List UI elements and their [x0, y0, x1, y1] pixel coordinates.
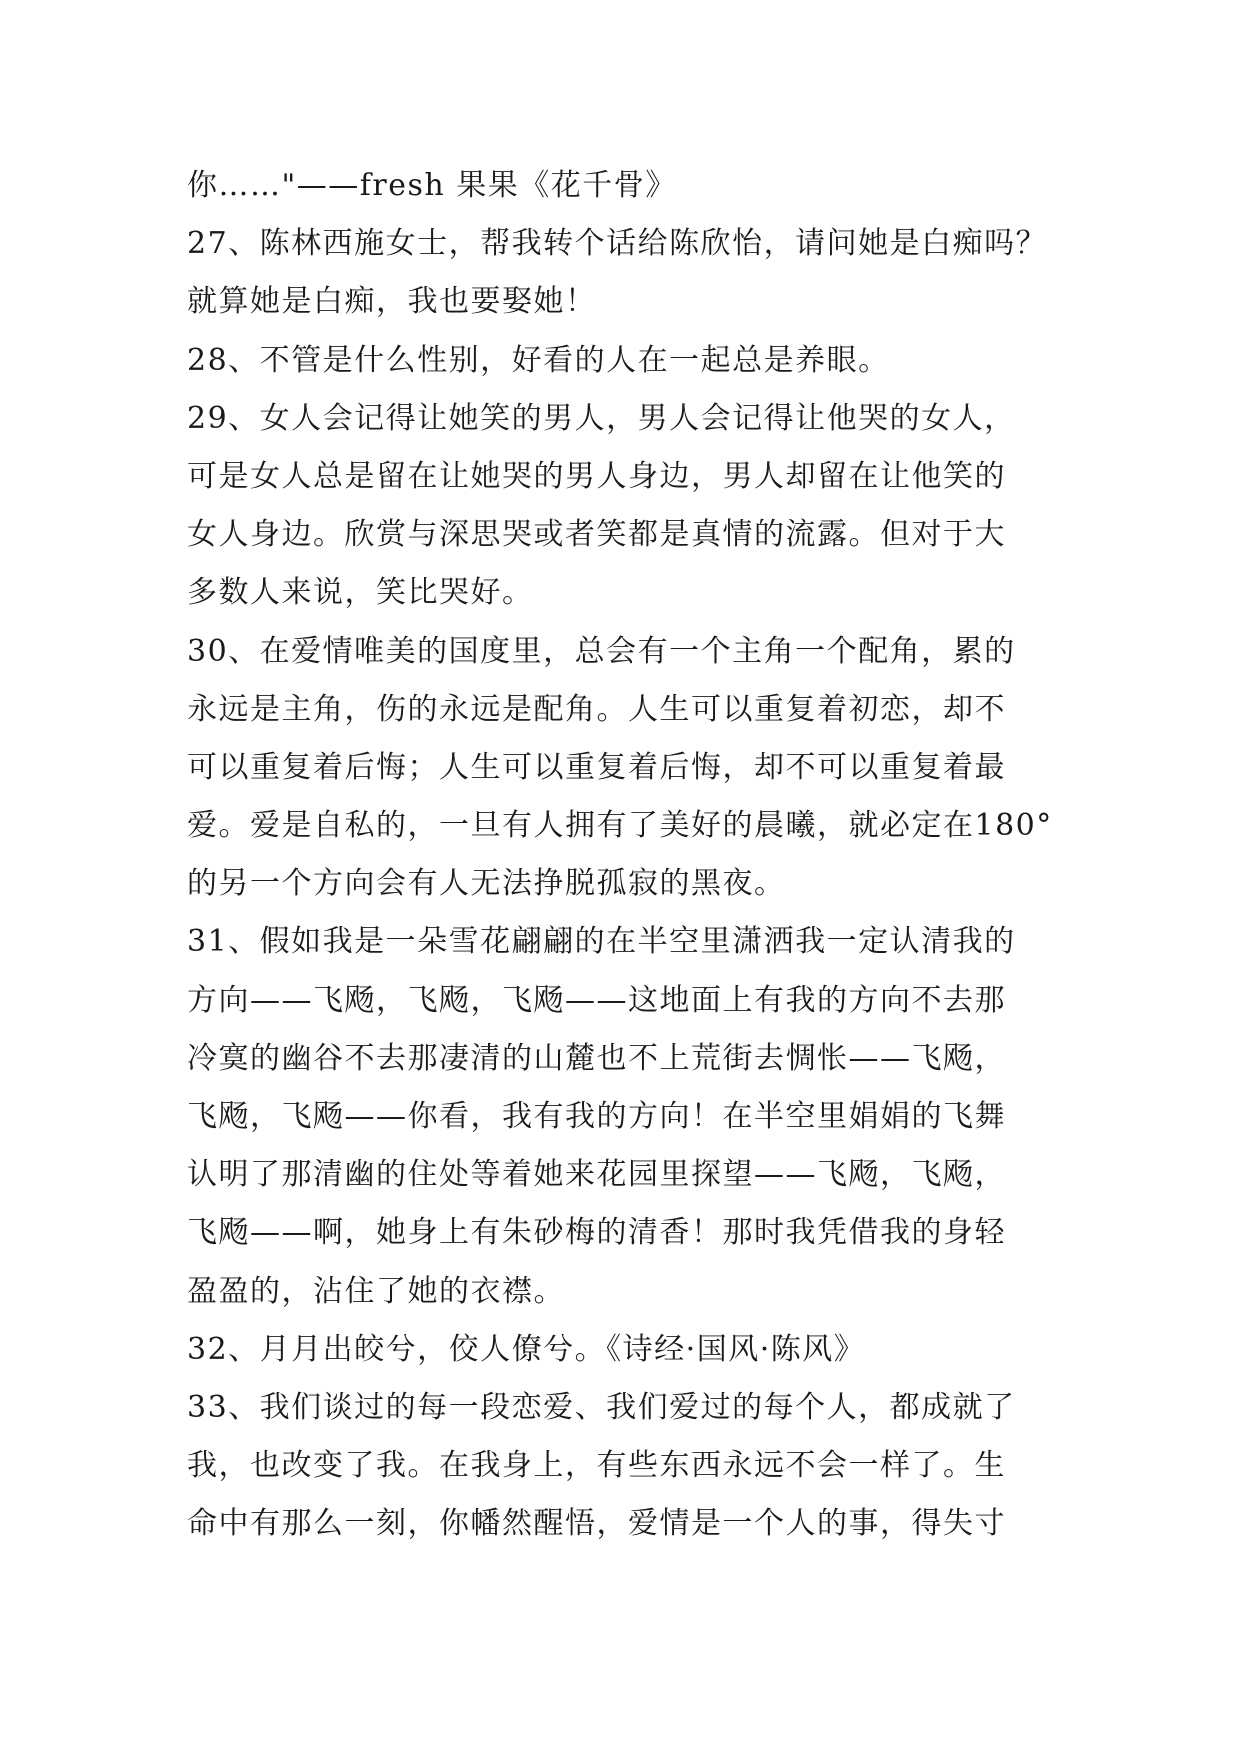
text-line: 命中有那么一刻，你幡然醒悟，爱情是一个人的事，得失寸: [187, 1506, 1006, 1542]
text-line: 女人身边。欣赏与深思哭或者笑都是真情的流露。但对于大: [187, 517, 1006, 553]
text-line: 33、我们谈过的每一段恋爱、我们爱过的每个人，都成就了: [187, 1389, 1016, 1425]
text-line: 冷寞的幽谷不去那凄清的山麓也不上荒街去惆怅——飞飏，: [187, 1040, 1006, 1076]
text-line: 爱。爱是自私的，一旦有人拥有了美好的晨曦，就必定在180°: [187, 808, 1053, 844]
text-line: 28、不管是什么性别，好看的人在一起总是养眼。: [187, 342, 890, 378]
text-line: 27、陈林西施女士，帮我转个话给陈欣怡，请问她是白痴吗？: [187, 226, 1048, 262]
text-line: 30、在爱情唯美的国度里，总会有一个主角一个配角，累的: [187, 633, 1016, 669]
text-line: 认明了那清幽的住处等着她来花园里探望——飞飏，飞飏，: [187, 1157, 1006, 1193]
text-line: 永远是主角，伤的永远是配角。人生可以重复着初恋，却不: [187, 691, 1006, 727]
text-line: 飞飏，飞飏——你看，我有我的方向！在半空里娟娟的飞舞: [187, 1099, 1006, 1134]
text-line: 可以重复着后悔；人生可以重复着后悔，却不可以重复着最: [187, 749, 1006, 785]
text-line: 可是女人总是留在让她哭的男人身边，男人却留在让他笑的: [187, 458, 1006, 494]
text-line: 方向——飞飏，飞飏，飞飏——这地面上有我的方向不去那: [187, 982, 1006, 1018]
text-line: 盈盈的，沾住了她的衣襟。: [187, 1273, 565, 1309]
text-line: 29、女人会记得让她笑的男人，男人会记得让他哭的女人，: [187, 400, 1016, 436]
text-line: 我，也改变了我。在我身上，有些东西永远不会一样了。生: [187, 1448, 1006, 1484]
text-line: 多数人来说，笑比哭好。: [187, 575, 534, 611]
text-line: 32、月月出皎兮，佼人僚兮。《诗经·国风·陈风》: [187, 1331, 866, 1367]
text-line: 你……"——fresh 果果《花千骨》: [187, 168, 677, 203]
body-text: [187, 157, 1067, 1554]
text-line: 就算她是白痴，我也要娶她！: [187, 284, 597, 320]
text-line: 的另一个方向会有人无法挣脱孤寂的黑夜。: [187, 866, 786, 902]
text-line: 31、假如我是一朵雪花翩翩的在半空里潇洒我一定认清我的: [187, 924, 1016, 960]
text-line: 飞飏——啊，她身上有朱砂梅的清香！那时我凭借我的身轻: [187, 1215, 1006, 1251]
